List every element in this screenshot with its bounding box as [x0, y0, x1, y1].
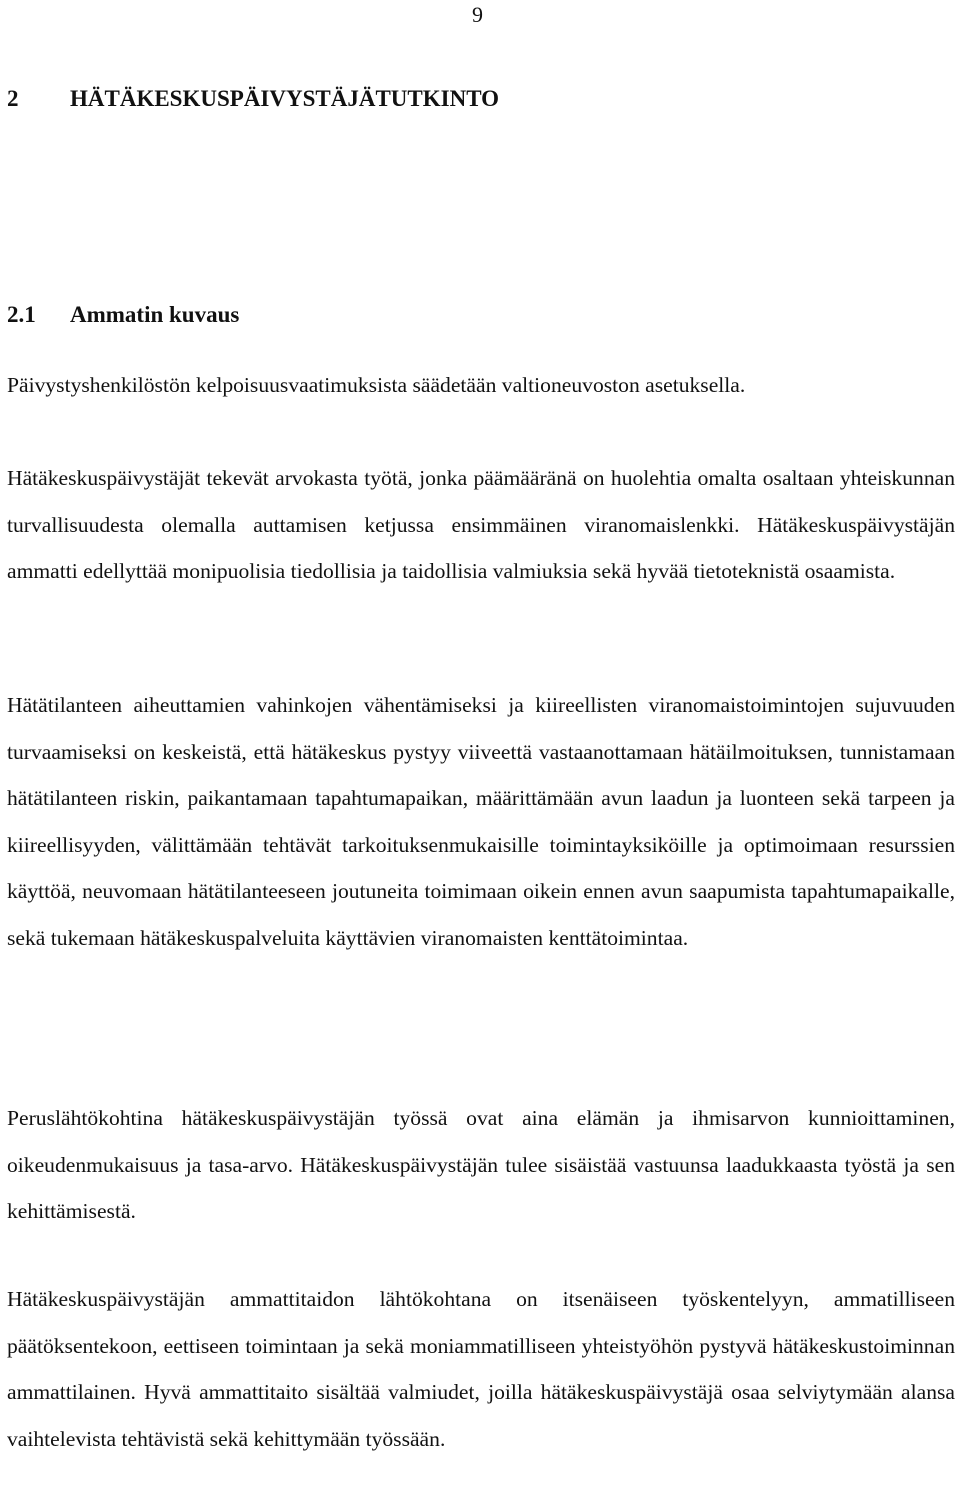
section-heading [7, 300, 239, 330]
section-title: Ammatin kuvaus [70, 302, 240, 327]
chapter-heading [7, 84, 499, 114]
paragraph: Peruslähtökohtina hätäkeskuspäivystäjän työssä ovat aina elämän ja ihmisarvon kunnioittaminen, oikeudenmukaisuus ja tasa-arvo. Hätäkeskuspäivystäjän tulee sisäistää vastuunsa laadukkaasta työstä ja sen kehittämisestä. [7, 1106, 955, 1223]
section-number: 2.1 [7, 302, 36, 327]
paragraph: Hätäkeskuspäivystäjät tekevät arvokasta työtä, jonka päämääränä on huolehtia omalta osaltaan yhteiskunnan turvallisuudesta olemalla auttamisen ketjussa ensimmäinen viranomaislenkki. Hätäkeskuspäivystäjän ammatti edellyttää monipuolisia tiedollisia ja taidollisia valmiuksia sekä hyvää tietoteknistä osaamista. [7, 466, 955, 583]
paragraph: Päivystyshenkilöstön kelpoisuusvaatimuksista säädetään valtioneuvoston asetuksella. [7, 373, 746, 397]
paragraph: Hätäkeskuspäivystäjän ammattitaidon lähtökohtana on itsenäiseen työskentelyyn, ammatilliseen päätöksentekoon, eettiseen toimintaan ja sekä moniammatilliseen yhteistyöhön pystyvä hätäkeskustoiminnan ammattilainen. Hyvä ammattitaito sisältää valmiudet, joilla hätäkeskuspäivystäjä osaa selviytymään alansa vaihtelevista tehtävistä sekä kehittymään työssään. [7, 1287, 955, 1451]
chapter-number: 2 [7, 86, 19, 111]
paragraph: Hätätilanteen aiheuttamien vahinkojen vähentämiseksi ja kiireellisten viranomaistoimintojen sujuvuuden turvaamiseksi on keskeistä, että hätäkeskus pystyy viiveettä vastaanottamaan hätäilmoituksen, tunnistamaan hätätilanteen riskin, paikantamaan tapahtumapaikan, määrittämään avun laadun ja luonteen sekä tarpeen ja kiireellisyyden, välittämään tehtävät tarkoituksenmukaisille toimintayksiköille ja optimoimaan resurssien käyttöä, neuvomaan hätätilanteeseen joutuneita toimimaan oikein ennen avun saapumista tapahtumapaikalle, sekä tukemaan hätäkeskuspalveluita käyttävien viranomaisten kenttätoimintaa. [7, 693, 955, 950]
chapter-title: HÄTÄKESKUSPÄIVYSTÄJÄTUTKINTO [70, 86, 500, 111]
page-number: 9 [472, 2, 483, 27]
